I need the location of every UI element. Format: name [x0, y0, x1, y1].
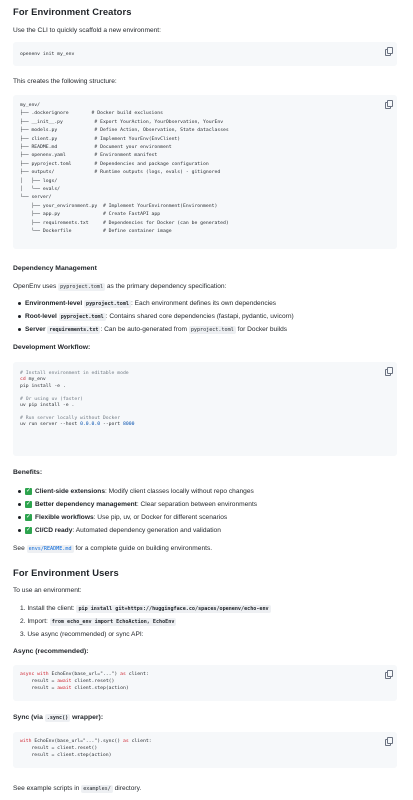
tree-line: ├── requirements.txt # Dependencies for Docker (can be generated)	[20, 220, 229, 226]
check-mark-icon: ✓	[25, 513, 32, 520]
code-text: EchoEnv(base_url="...")	[48, 672, 121, 677]
dependency-item-label: Root-level	[25, 313, 57, 320]
code-text: --port	[100, 422, 123, 428]
tree-comment: # Create FastAPI app	[102, 212, 161, 218]
tree-comment: # Export YourAction, YourObservation, YourEnv	[94, 119, 224, 125]
footer-code: examples/	[83, 786, 111, 792]
copy-icon[interactable]	[385, 670, 391, 677]
tree-comment: # Implement YourEnv(EnvClient)	[94, 136, 181, 142]
benefit-label: Flexible workflows	[35, 514, 94, 521]
tree-comment: # Define Action, Observation, State dataclasses	[94, 128, 229, 134]
benefit-text: : Clear separation between environments	[136, 501, 258, 508]
bullet-icon	[18, 302, 21, 305]
benefit-item	[18, 487, 254, 496]
step-code: from echo_env import EchoAction, EchoEnv	[51, 619, 175, 625]
bullet-icon	[18, 328, 21, 331]
dependency-intro	[13, 282, 226, 292]
code-text: result =	[20, 685, 58, 691]
tree-line: ├── __init__.py # Export YourAction, YourObservation, YourEnv	[20, 119, 224, 125]
tree-line: │ └── evals/	[20, 187, 61, 193]
async-code-block	[13, 665, 397, 701]
copy-icon[interactable]	[385, 367, 391, 374]
code-keyword: as	[122, 739, 129, 744]
code-comment: # Run server locally without Docker	[20, 415, 121, 421]
tree-comment: # Environment manifest	[94, 153, 158, 159]
code-text: pip install -e .	[20, 383, 66, 389]
check-mark-icon: ✓	[25, 487, 32, 494]
readme-link[interactable]: envs/README.md	[28, 546, 72, 552]
tree-code-block	[13, 95, 397, 249]
code-keyword: await	[57, 685, 72, 691]
dependency-item-label: Environment-level	[25, 300, 83, 307]
dependency-item-label: Server	[25, 326, 46, 333]
step-text: Use async (recommended) or sync API:	[27, 631, 144, 638]
tree-line: │ ├── logs/	[20, 178, 58, 184]
code-text: my_env	[25, 377, 46, 383]
code-comment: # Install environment in editable mode	[20, 371, 129, 376]
benefit-text: : Use pip, uv, or Docker for different scenarios	[93, 514, 228, 521]
dependency-item-code: pyproject.toml	[86, 301, 129, 307]
check-mark-icon: ✓	[25, 500, 32, 507]
dependency-item-text: : Can be auto-generated from	[100, 326, 187, 333]
bullet-icon	[18, 529, 21, 532]
code-comment: # Or using uv (faster)	[20, 396, 83, 402]
step-item	[20, 617, 176, 627]
bullet-icon	[18, 503, 21, 506]
step-number: 3.	[20, 631, 26, 638]
heading-development-workflow: Development Workflow:	[13, 344, 91, 351]
dependency-intro-pre: OpenEnv uses	[13, 283, 57, 290]
code-text: client:	[128, 739, 152, 744]
code-text: result =	[20, 678, 58, 684]
code-number: 0.0.0.0	[80, 422, 101, 428]
dependency-item-text2: for Docker builds	[237, 326, 288, 333]
code-text: result = client.step(action)	[20, 752, 112, 758]
code-text: client.step(action)	[71, 685, 129, 691]
benefit-label: Better dependency management	[35, 501, 137, 508]
dependency-item-code: pyproject.toml	[60, 314, 104, 320]
footer-pre: See example scripts in	[13, 785, 80, 792]
code-number: 8000	[122, 422, 135, 428]
heading-sync	[13, 714, 103, 721]
async-code	[20, 672, 149, 692]
cli-code-block	[13, 42, 397, 66]
footer-line	[13, 784, 141, 794]
heading-environment-users: For Environment Users	[13, 567, 119, 578]
tree-line: └── Dockerfile # Define container image	[20, 229, 172, 235]
heading-environment-creators: For Environment Creators	[13, 6, 132, 17]
footer-post: directory.	[114, 785, 142, 792]
dependency-intro-code: pyproject.toml	[60, 284, 104, 290]
code-text: uv pip install -e .	[20, 403, 75, 409]
tree-line: ├── README.md # Document your environment	[20, 145, 172, 151]
users-intro: To use an environment:	[13, 587, 82, 594]
code-keyword: as	[120, 672, 126, 677]
tree-line: └── server/	[20, 195, 52, 201]
see-readme-line	[13, 544, 212, 554]
benefit-text: : Automated dependency generation and validation	[72, 527, 221, 534]
see-pre: See	[13, 545, 25, 552]
bullet-icon	[18, 516, 21, 519]
check-mark-icon: ✓	[25, 526, 32, 533]
cli-code: openenv init my_env	[20, 52, 75, 57]
workflow-code-block	[13, 362, 397, 456]
tree-line: ├── models.py # Define Action, Observation, State dataclasses	[20, 128, 229, 134]
step-item	[20, 630, 144, 639]
tree-line: my_env/	[20, 103, 41, 108]
step-item	[20, 604, 271, 614]
code-text: result = client.reset()	[20, 745, 98, 751]
dependency-item	[18, 299, 276, 309]
copy-icon[interactable]	[385, 100, 391, 107]
heading-async: Async (recommended):	[13, 648, 89, 655]
tree-comment: # Define container image	[102, 229, 172, 235]
tree-line: ├── client.py # Implement YourEnv(EnvClient)	[20, 136, 181, 142]
sync-code	[20, 739, 152, 759]
code-keyword: await	[57, 678, 72, 684]
dependency-intro-post: as the primary dependency specification:	[106, 283, 227, 290]
benefit-item	[18, 500, 257, 509]
tree-code	[20, 102, 229, 237]
workflow-code	[20, 371, 134, 429]
step-code: pip install git+https://huggingface.co/spaces/openenv/echo-env	[78, 606, 269, 612]
sync-title-pre: Sync (via	[13, 714, 43, 721]
heading-dependency-management: Dependency Management	[13, 265, 97, 272]
sync-title-code: .sync()	[46, 715, 69, 721]
tree-comment: # Dependencies and package configuration	[94, 161, 209, 167]
code-keyword: async with	[20, 672, 49, 677]
tree-line: ├── outputs/ # Runtime outputs (logs, evals) - gitignored	[20, 170, 221, 176]
bullet-icon	[18, 315, 21, 318]
tree-comment: # Runtime outputs (logs, evals) - gitignored	[94, 170, 221, 176]
tree-comment: # Document your environment	[94, 145, 172, 151]
code-text: uv run server --host	[20, 422, 81, 428]
heading-benefits: Benefits:	[13, 469, 43, 476]
copy-icon[interactable]	[385, 737, 391, 744]
sync-title-post: wrapper):	[72, 714, 104, 721]
dependency-item-code2: pyproject.toml	[190, 327, 234, 333]
tree-line: ├── openenv.yaml # Environment manifest	[20, 153, 158, 159]
code-text: EchoEnv(base_url="...").sync()	[31, 739, 123, 744]
structure-intro-text: This creates the following structure:	[13, 78, 117, 85]
benefit-item	[18, 513, 227, 522]
code-keyword: with	[20, 739, 32, 744]
step-text: Install the client:	[27, 605, 75, 612]
copy-icon[interactable]	[385, 47, 391, 54]
dependency-item-text: : Each environment defines its own dependencies	[130, 300, 277, 307]
dependency-item	[18, 312, 294, 322]
benefit-text: : Modify client classes locally without repo changes	[105, 488, 254, 495]
tree-comment: # Implement YourEnvironment(Environment)	[102, 203, 218, 209]
bullet-icon	[18, 490, 21, 493]
cli-intro-text: Use the CLI to quickly scaffold a new environment:	[13, 27, 161, 34]
benefit-label: CI/CD ready	[35, 527, 73, 534]
sync-code-block	[13, 732, 397, 768]
dependency-item	[18, 325, 287, 335]
step-number: 2.	[20, 618, 26, 625]
tree-comment: # Dependencies for Docker (can be generated)	[102, 220, 229, 226]
benefit-item	[18, 526, 221, 535]
tree-line: ├── app.py # Create FastAPI app	[20, 212, 161, 218]
step-text: Import:	[27, 618, 48, 625]
code-text: client:	[125, 672, 149, 677]
tree-line: ├── pyproject.toml # Dependencies and package configuration	[20, 161, 209, 167]
tree-line: ├── .dockerignore # Docker build exclusions	[20, 111, 163, 117]
tree-line: ├── your_environment.py # Implement YourEnvironment(Environment)	[20, 203, 218, 209]
dependency-item-code: requirements.txt	[49, 327, 99, 333]
dependency-item-text: : Contains shared core dependencies (fastapi, pydantic, uvicorn)	[105, 313, 294, 320]
tree-comment: # Docker build exclusions	[91, 111, 163, 117]
see-post: for a complete guide on building environments.	[75, 545, 213, 552]
code-keyword: cd	[20, 377, 26, 383]
code-text: client.reset()	[71, 678, 115, 684]
benefit-label: Client-side extensions	[35, 488, 105, 495]
step-number: 1.	[20, 605, 26, 612]
